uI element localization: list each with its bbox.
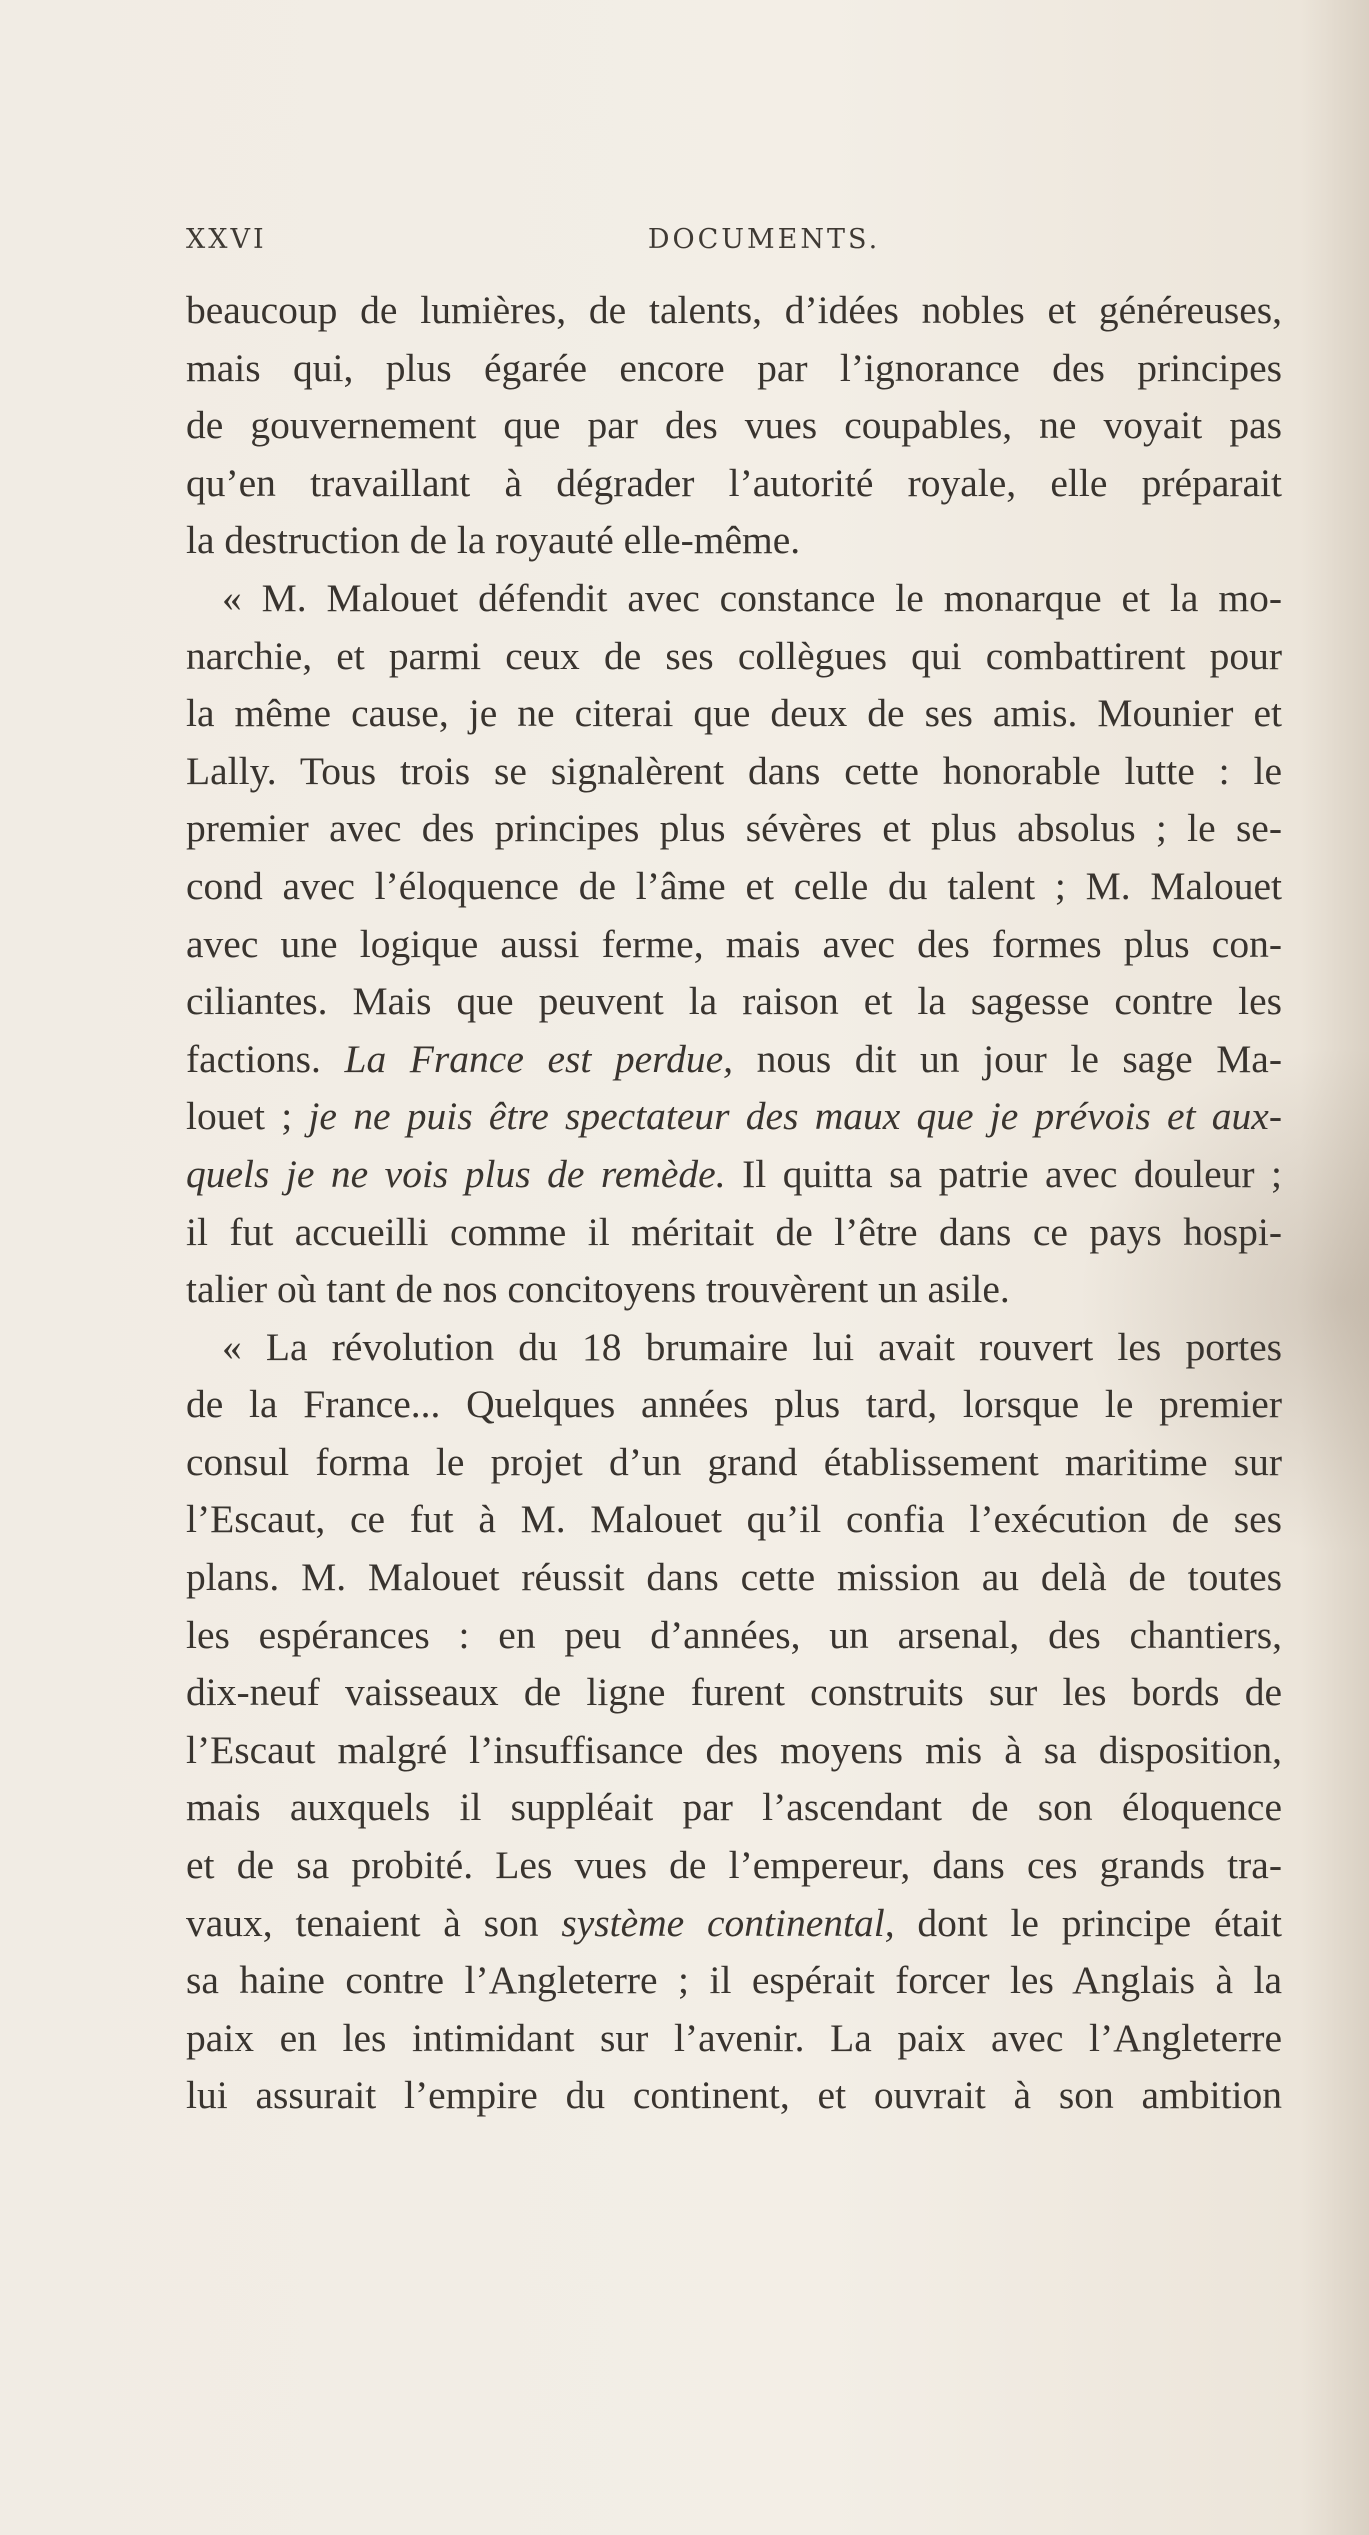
text-line [186, 1319, 1282, 1377]
text-line [186, 397, 1282, 455]
text-segment: l’Escaut, ce fut à M. Malouet qu’il confia l’exécution de ses [186, 1497, 1282, 1542]
text-segment: sa haine contre l’Angleterre ; il espérait forcer les Anglais à la [186, 1958, 1282, 2003]
text-line [186, 1031, 1282, 1089]
text-line [186, 2010, 1282, 2068]
text-line [186, 282, 1282, 340]
text-segment: dix-neuf vaisseaux de ligne furent construits sur les bords de [186, 1670, 1282, 1715]
text-segment: cond avec l’éloquence de l’âme et celle du talent ; M. Malouet [186, 863, 1282, 908]
text-line [186, 1664, 1282, 1722]
text-line [186, 743, 1282, 801]
text-segment: Il quitta sa patrie avec douleur ; [725, 1151, 1282, 1196]
text-segment: la destruction de la royauté elle-même. [186, 518, 801, 563]
running-title: DOCUMENTS. [647, 224, 881, 255]
page-number: XXVI [186, 224, 267, 255]
text-line [186, 1952, 1282, 2010]
text-line [186, 916, 1282, 974]
text-segment: beaucoup de lumières, de talents, d’idées nobles et généreuses, [186, 288, 1282, 332]
text-line [186, 1722, 1282, 1780]
text-line [186, 1895, 1282, 1953]
text-segment: « M. Malouet défendit avec constance le monarque et la mo- [222, 575, 1282, 620]
text-line [186, 685, 1282, 743]
text-segment: mais qui, plus égarée encore par l’ignorance des principes [186, 345, 1282, 390]
text-segment: paix en les intimidant sur l’avenir. La paix avec l’Angleterre [186, 2015, 1282, 2060]
text-line [186, 858, 1282, 916]
text-segment: factions. [186, 1036, 345, 1081]
text-line [186, 455, 1282, 513]
text-line [186, 1204, 1282, 1262]
text-line [186, 1146, 1282, 1204]
text-segment: l’Escaut malgré l’insuffisance des moyens mis à sa disposition, [186, 1727, 1282, 1772]
italic-text: système continental, [561, 1900, 895, 1945]
text-line [186, 1549, 1282, 1607]
text-line [186, 512, 1282, 570]
text-line [186, 1779, 1282, 1837]
text-line [186, 1434, 1282, 1492]
text-segment: premier avec des principes plus sévères et plus absolus ; le se- [186, 806, 1282, 851]
text-line [186, 1491, 1282, 1549]
text-line [186, 1607, 1282, 1665]
text-segment: ciliantes. Mais que peuvent la raison et la sagesse contre les [186, 979, 1282, 1024]
text-segment: lui assurait l’empire du continent, et ouvrait à son ambition [186, 2073, 1282, 2118]
text-segment: Lally. Tous trois se signalèrent dans cette honorable lutte : le [186, 748, 1282, 793]
page-header [186, 224, 1282, 264]
text-segment: nous dit un jour le sage Ma- [733, 1036, 1282, 1081]
text-segment: mais auxquels il suppléait par l’ascendant de son éloquence [186, 1785, 1282, 1830]
text-segment: narchie, et parmi ceux de ses collègues qui combattirent pour [186, 633, 1282, 678]
italic-text: je ne puis être spectateur des maux que je prévois et aux- [308, 1094, 1282, 1139]
text-line [186, 973, 1282, 1031]
text-segment: les espérances : en peu d’années, un arsenal, des chantiers, [186, 1612, 1282, 1657]
text-line [186, 340, 1282, 398]
italic-text: quels je ne vois plus de remède. [186, 1151, 726, 1196]
text-segment: talier où tant de nos concitoyens trouvèrent un asile. [186, 1267, 1010, 1312]
text-segment: de gouvernement que par des vues coupables, ne voyait pas [186, 403, 1282, 448]
text-segment: et de sa probité. Les vues de l’empereur, dans ces grands tra- [186, 1843, 1282, 1888]
text-line [186, 570, 1282, 628]
body-text [186, 282, 1282, 2125]
italic-text: La France est perdue, [344, 1036, 733, 1081]
text-segment: avec une logique aussi ferme, mais avec des formes plus con- [186, 921, 1282, 966]
text-segment: « La révolution du 18 brumaire lui avait rouvert les portes [222, 1324, 1282, 1369]
text-line [186, 2067, 1282, 2125]
text-line [186, 800, 1282, 858]
text-line [186, 1261, 1282, 1319]
text-line [186, 628, 1282, 686]
text-line [186, 1376, 1282, 1434]
text-line [186, 1088, 1282, 1146]
text-segment: plans. M. Malouet réussit dans cette mission au delà de toutes [186, 1555, 1282, 1600]
text-segment: la même cause, je ne citerai que deux de ses amis. Mounier et [186, 691, 1282, 736]
text-line [186, 1837, 1282, 1895]
text-segment: louet ; [186, 1094, 309, 1139]
text-segment: vaux, tenaient à son [186, 1900, 562, 1945]
text-segment: il fut accueilli comme il méritait de l’être dans ce pays hospi- [186, 1209, 1282, 1254]
text-segment: qu’en travaillant à dégrader l’autorité royale, elle préparait [186, 460, 1282, 505]
text-segment: consul forma le projet d’un grand établissement maritime sur [186, 1439, 1282, 1484]
text-segment: dont le principe était [894, 1900, 1282, 1945]
text-segment: de la France... Quelques années plus tard, lorsque le premier [186, 1382, 1282, 1427]
